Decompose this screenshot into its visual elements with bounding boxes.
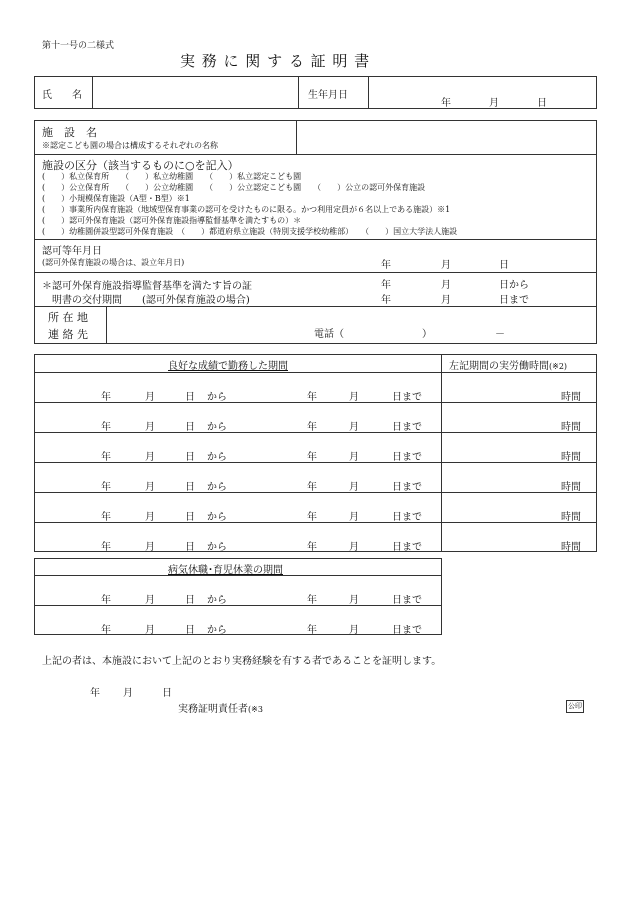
work-row-start-day: 日 <box>185 422 195 433</box>
work-row-start-month: 月 <box>145 482 155 493</box>
work-row-end-day: 日まで <box>392 512 422 523</box>
leave-row-end-month: 月 <box>349 595 359 606</box>
category-line-5[interactable]: ( ）認可外保育施設（認可外保育施設指導監督基準を満たすもの）＊ <box>42 216 302 225</box>
work-row-end-day: 日まで <box>392 482 422 493</box>
work-row-hours-field[interactable] <box>443 463 595 491</box>
approval-year: 年 <box>381 260 391 271</box>
dob-year: 年 <box>441 98 451 109</box>
form-number: 第十一号の二様式 <box>42 41 115 51</box>
work-row-start-day: 日 <box>185 482 195 493</box>
work-row-start-month: 月 <box>145 392 155 403</box>
work-row-end-year: 年 <box>307 452 317 463</box>
leave-row-period-field[interactable] <box>36 576 440 604</box>
work-row-period-field[interactable] <box>36 403 440 431</box>
leave-row-start-day: 日 <box>185 595 195 606</box>
cert-year-to: 年 <box>381 295 391 306</box>
dob-month: 月 <box>489 98 499 109</box>
work-row-end-year: 年 <box>307 512 317 523</box>
work-row-period-field[interactable] <box>36 373 440 401</box>
address-label: 所 在 地 <box>48 311 88 324</box>
leave-row-end-year: 年 <box>307 625 317 636</box>
category-line-2[interactable]: ( ）公立保育所 （ ）公立幼稚園 （ ）公立認定こども園 （ ）公立の認可外保育施設 <box>42 183 426 192</box>
work-row-start-month: 月 <box>145 512 155 523</box>
work-row-start-year: 年 <box>101 422 111 433</box>
work-row-period-field[interactable] <box>36 493 440 521</box>
category-line-4[interactable]: ( ）事業所内保育施設（地域型保育事業の認可を受けたものに限る。かつ利用定員が６名以上である施設）※1 <box>42 205 451 214</box>
address-field[interactable] <box>108 308 595 342</box>
work-row-hours-field[interactable] <box>443 433 595 461</box>
work-row-end-day: 日まで <box>392 542 422 553</box>
work-row-end-month: 月 <box>349 542 359 553</box>
date-month: 月 <box>123 688 133 699</box>
work-row-start-day: 日 <box>185 542 195 553</box>
facility-name-note: ※認定こども園の場合は構成するそれぞれの名称 <box>42 141 218 150</box>
work-row-end-month: 月 <box>349 482 359 493</box>
work-period-header: 良好な成績で勤務した期間 <box>168 361 288 372</box>
work-row-end-month: 月 <box>349 452 359 463</box>
cert-to: 日まで <box>499 295 529 306</box>
leave-row-start-month: 月 <box>145 625 155 636</box>
leave-period-header: 病気休職･育児休業の期間 <box>168 565 283 576</box>
category-label: 施設の区分（該当するものに○を記入） <box>42 159 239 172</box>
dob-field[interactable] <box>370 78 595 107</box>
category-line-1[interactable]: ( ）私立保育所 （ ）私立幼稚園 （ ）私立認定こども園 <box>42 172 302 181</box>
approval-label: 認可等年月日 <box>42 246 102 257</box>
facility-name-label: 施 設 名 <box>42 126 97 139</box>
leave-row-start-month: 月 <box>145 595 155 606</box>
facility-name-field[interactable] <box>298 122 595 152</box>
work-row-hours: 時間 <box>561 482 581 493</box>
approval-note: (認可外保育施設の場合は、設立年月日) <box>42 258 185 267</box>
cert-label-line1: ＊認可外保育施設指導監督基準を満たす旨の証 <box>42 281 252 292</box>
work-row-end-day: 日まで <box>392 422 422 433</box>
work-row-start-year: 年 <box>101 482 111 493</box>
cert-label-line2: 明書の交付期間 (認可外保育施設の場合) <box>52 295 250 306</box>
work-row-end-year: 年 <box>307 542 317 553</box>
work-row-hours-field[interactable] <box>443 373 595 401</box>
phone-dash: － <box>495 329 505 340</box>
approval-date-field[interactable] <box>300 241 595 271</box>
work-row-hours: 時間 <box>561 392 581 403</box>
work-row-hours: 時間 <box>561 452 581 463</box>
cert-from: 日から <box>499 280 529 291</box>
name-field[interactable] <box>94 78 296 107</box>
date-field[interactable] <box>80 682 180 698</box>
work-row-end-month: 月 <box>349 392 359 403</box>
category-line-3[interactable]: ( ）小規模保育施設（A型・B型）※1 <box>42 194 190 203</box>
page-title: 実 務 に 関 す る 証 明 書 <box>180 52 371 70</box>
cert-month-to: 月 <box>441 295 451 306</box>
work-row-start-month: 月 <box>145 542 155 553</box>
work-row-start-day: 日 <box>185 452 195 463</box>
work-row-start-day: 日 <box>185 392 195 403</box>
signer-label: 実務証明責任者(※3 <box>178 704 263 715</box>
work-row-start-year: 年 <box>101 392 111 403</box>
leave-row-from: から <box>207 625 227 636</box>
work-row-end-day: 日まで <box>392 452 422 463</box>
work-row-from: から <box>207 542 227 553</box>
date-year: 年 <box>90 688 100 699</box>
work-row-end-year: 年 <box>307 422 317 433</box>
hours-header: 左記期間の実労働時間(※2) <box>449 361 568 372</box>
work-row-end-day: 日まで <box>392 392 422 403</box>
work-row-hours-field[interactable] <box>443 493 595 521</box>
leave-row-end-day: 日まで <box>392 625 422 636</box>
certification-statement: 上記の者は、本施設において上記のとおり実務経験を有する者であることを証明します。 <box>42 656 442 667</box>
official-seal: 公印 <box>566 700 584 713</box>
work-row-start-month: 月 <box>145 452 155 463</box>
work-row-from: から <box>207 422 227 433</box>
cert-month-from: 月 <box>441 280 451 291</box>
work-row-hours: 時間 <box>561 422 581 433</box>
leave-row-start-year: 年 <box>101 625 111 636</box>
name-label: 氏 名 <box>42 90 82 101</box>
phone-close: ） <box>422 329 432 340</box>
work-row-end-year: 年 <box>307 392 317 403</box>
cert-period-field[interactable] <box>300 274 595 304</box>
work-row-from: から <box>207 512 227 523</box>
leave-row-end-year: 年 <box>307 595 317 606</box>
work-row-start-year: 年 <box>101 452 111 463</box>
dob-label: 生年月日 <box>308 90 348 101</box>
leave-row-start-year: 年 <box>101 595 111 606</box>
leave-row-period-field[interactable] <box>36 606 440 634</box>
work-row-end-year: 年 <box>307 482 317 493</box>
leave-row-end-month: 月 <box>349 625 359 636</box>
work-row-end-month: 月 <box>349 512 359 523</box>
work-row-from: から <box>207 482 227 493</box>
work-row-from: から <box>207 392 227 403</box>
date-day: 日 <box>162 688 172 699</box>
work-row-period-field[interactable] <box>36 433 440 461</box>
approval-day: 日 <box>499 260 509 271</box>
work-row-hours-field[interactable] <box>443 403 595 431</box>
dob-day: 日 <box>537 98 547 109</box>
work-row-start-year: 年 <box>101 512 111 523</box>
work-row-end-month: 月 <box>349 422 359 433</box>
work-row-period-field[interactable] <box>36 523 440 551</box>
work-row-start-month: 月 <box>145 422 155 433</box>
work-row-hours: 時間 <box>561 512 581 523</box>
work-row-hours: 時間 <box>561 542 581 553</box>
work-row-hours-field[interactable] <box>443 523 595 551</box>
approval-month: 月 <box>441 260 451 271</box>
leave-row-from: から <box>207 595 227 606</box>
contact-label: 連 絡 先 <box>48 328 88 341</box>
work-row-start-year: 年 <box>101 542 111 553</box>
phone-label: 電話（ <box>314 329 344 340</box>
work-row-start-day: 日 <box>185 512 195 523</box>
category-line-6[interactable]: ( ）幼稚園併設型認可外保育施設 （ ）都道府県立施設（特別支援学校幼稚部） （ ）国立大学法人施設 <box>42 227 458 236</box>
work-row-period-field[interactable] <box>36 463 440 491</box>
leave-row-start-day: 日 <box>185 625 195 636</box>
cert-year-from: 年 <box>381 280 391 291</box>
work-row-from: から <box>207 452 227 463</box>
leave-row-end-day: 日まで <box>392 595 422 606</box>
